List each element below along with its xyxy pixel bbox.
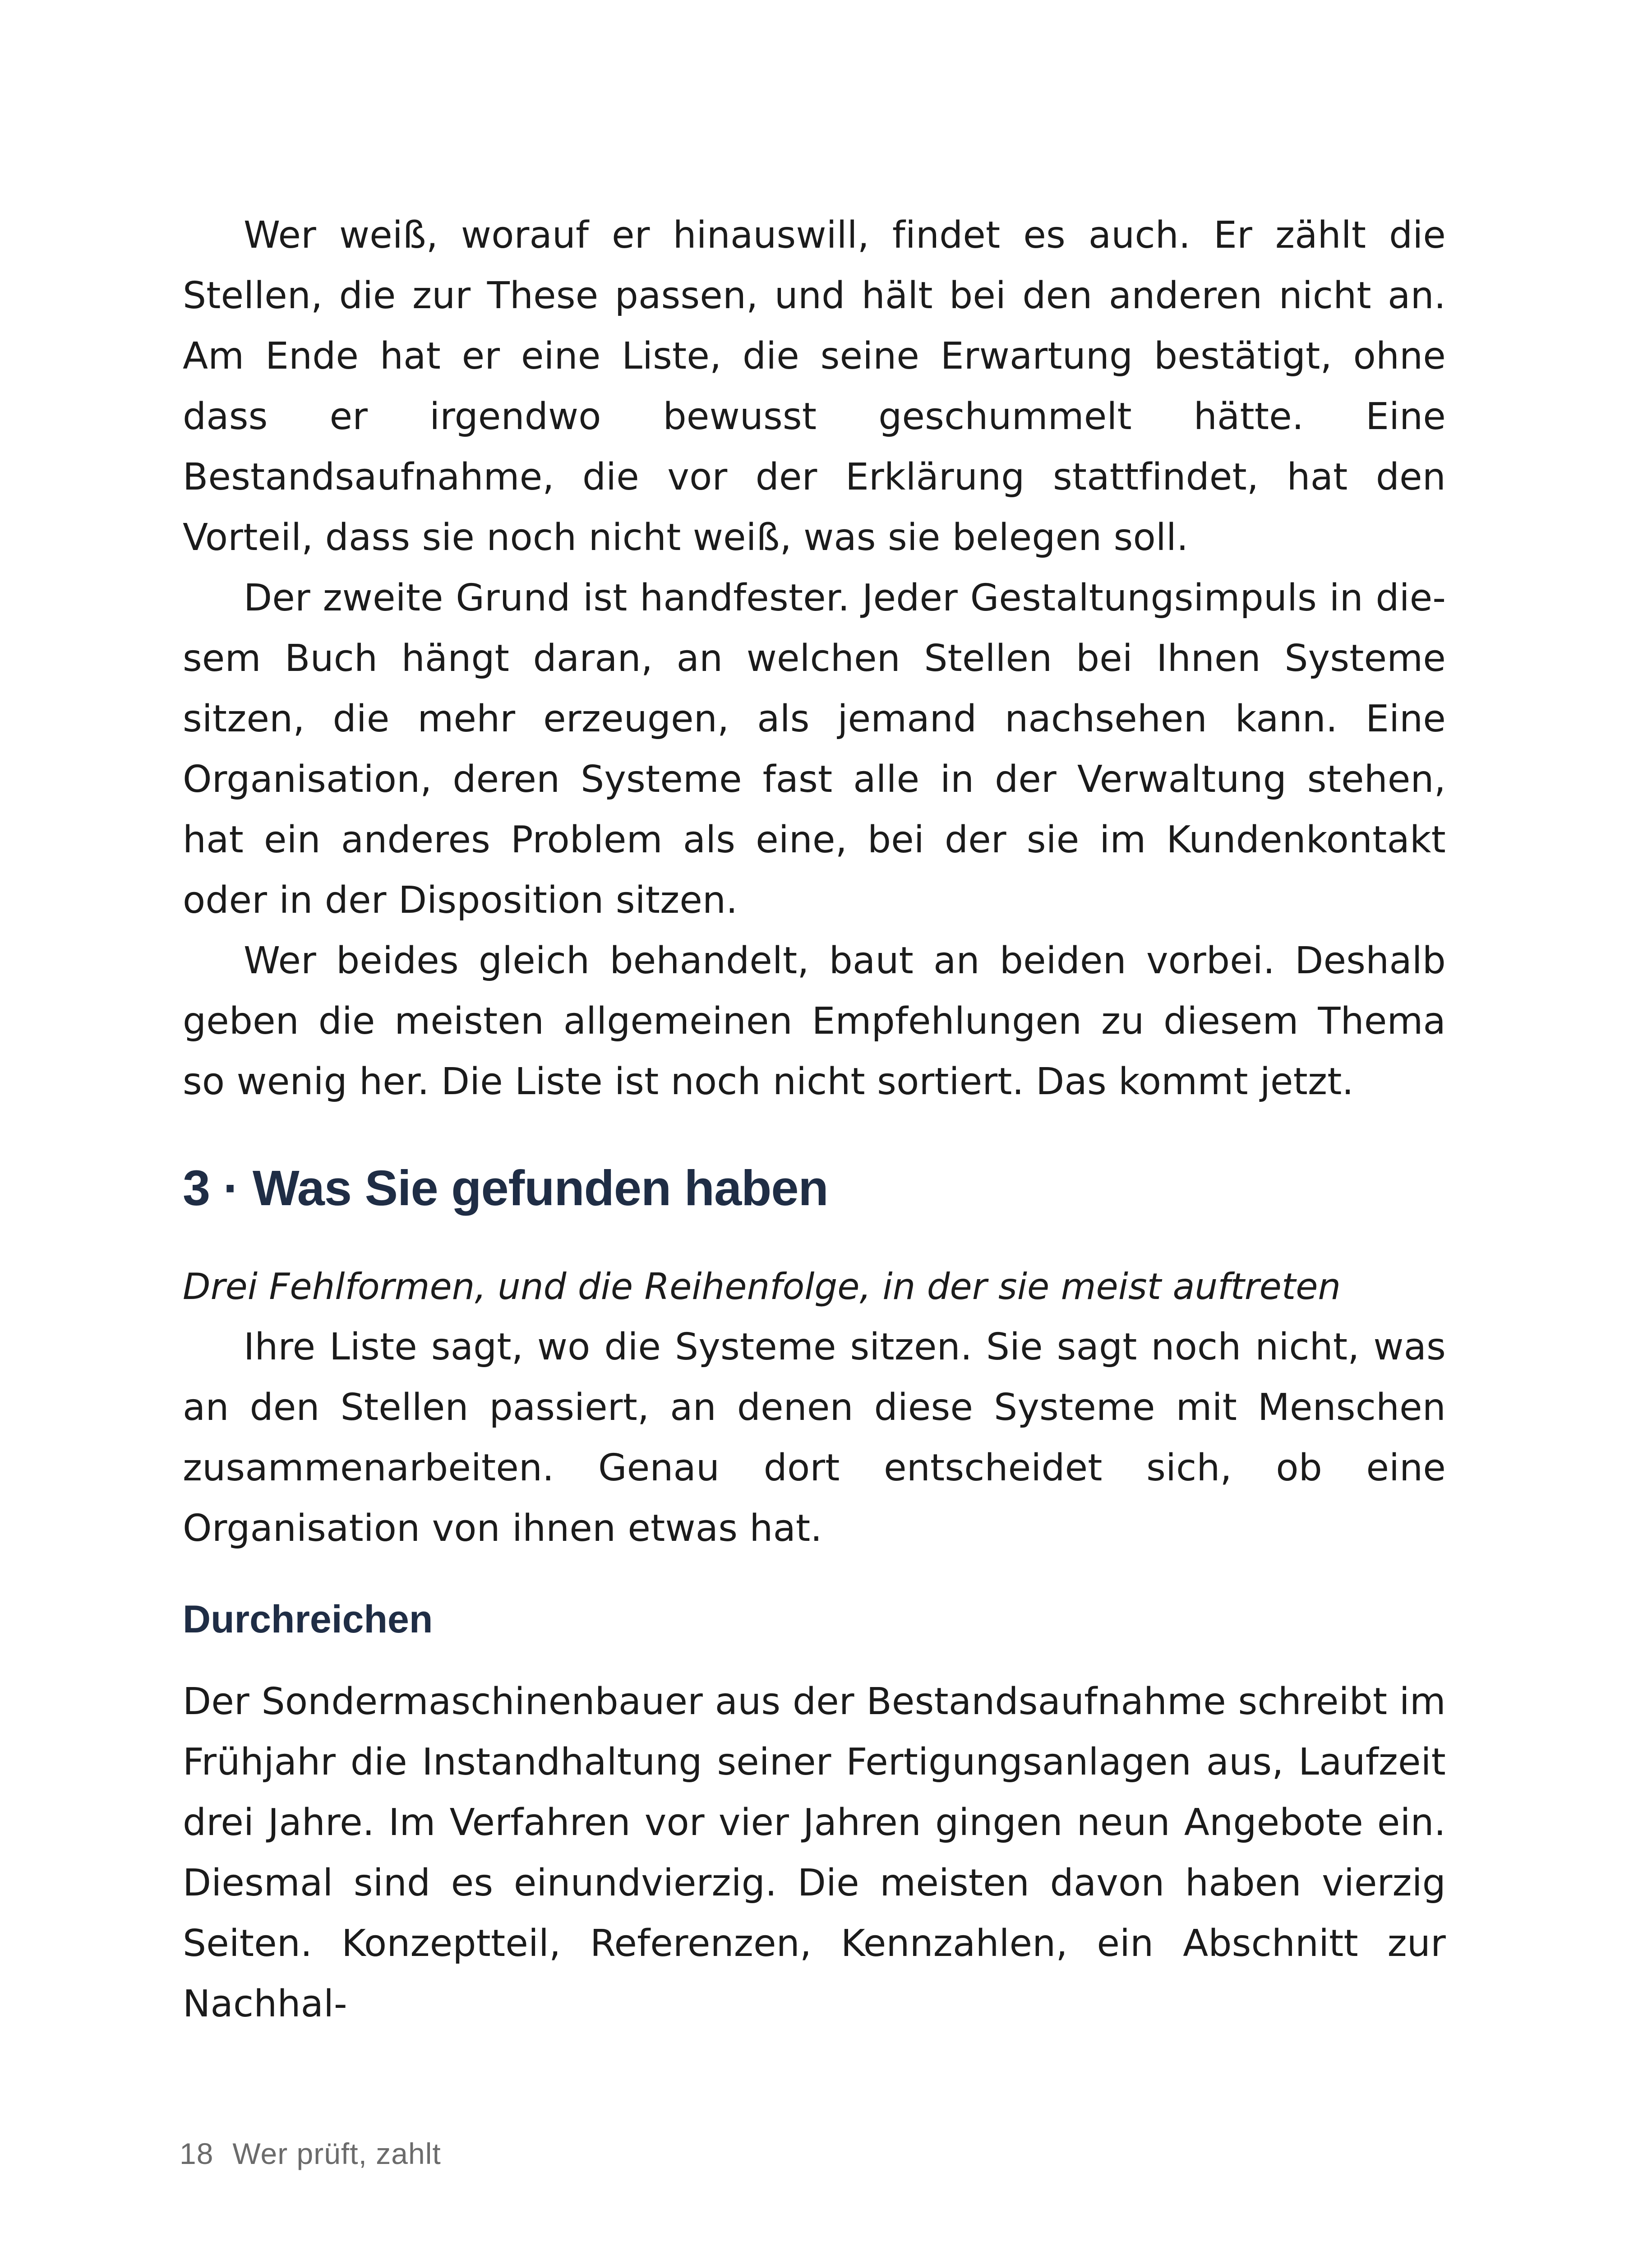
section-subtitle: Drei Fehlformen, und die Reihenfolge, in der sie meist auftreten	[183, 1266, 1341, 1308]
section-heading: 3 · Was Sie gefunden haben	[183, 1160, 828, 1216]
subsection-heading: Durchreichen	[183, 1598, 433, 1641]
body-paragraph: Der zweite Grund ist handfester. Jeder Gestaltungsimpuls in diesem Buch hängt daran, an welchen Stellen bei Ihnen Systeme sitzen, die mehr erzeugen, als jemand nachsehen kann. Eine Organisation, deren Systeme fast alle in der Verwaltung stehen, hat ein anderes Problem als eine, bei der sie im Kundenkontakt oder in der Disposition sitzen.	[183, 577, 1446, 922]
page-number: 18	[180, 2137, 214, 2170]
body-paragraph: Wer weiß, worauf er hinauswill, findet es auch. Er zählt die Stellen, die zur These passen, und hält bei den anderen nicht an. Am Ende hat er eine Liste, die seine Erwartung bestätigt, ohne dass er irgendwo bewusst geschummelt hätte. Eine Bestandsaufnahme, die vor der Erklärung stattfindet, hat den Vorteil, dass sie noch nicht weiß, was sie belegen soll.	[183, 214, 1446, 559]
running-title: Wer prüft, zahlt	[232, 2137, 441, 2170]
body-paragraph: Wer beides gleich behandelt, baut an beiden vorbei. Deshalb geben die meisten allgemeinen Empfehlungen zu diesem Thema so wenig her. Die Liste ist noch nicht sortiert. Das kommt jetzt.	[183, 939, 1446, 1103]
body-paragraph: Der Sondermaschinenbauer aus der Bestandsaufnahme schreibt im Frühjahr die Instandhaltung seiner Fertigungsanlagen aus, Laufzeit drei Jahre. Im Verfahren vor vier Jahren gingen neun Angebote ein. Diesmal sind es einundvierzig. Die meisten davon haben vierzig Seiten. Konzeptteil, Referenzen, Kennzahlen, ein Abschnitt zur Nachhal-	[183, 1680, 1446, 2025]
page-footer	[180, 2136, 441, 2171]
subsection-text-block	[183, 1672, 1446, 2034]
section-text-block	[183, 1317, 1446, 1559]
intro-text-block	[183, 205, 1446, 1112]
body-paragraph: Ihre Liste sagt, wo die Systeme sitzen. Sie sagt noch nicht, was an den Stellen passiert, an denen diese Systeme mit Menschen zusammenarbeiten. Genau dort entscheidet sich, ob eine Organisation von ihnen etwas hat.	[183, 1326, 1446, 1550]
